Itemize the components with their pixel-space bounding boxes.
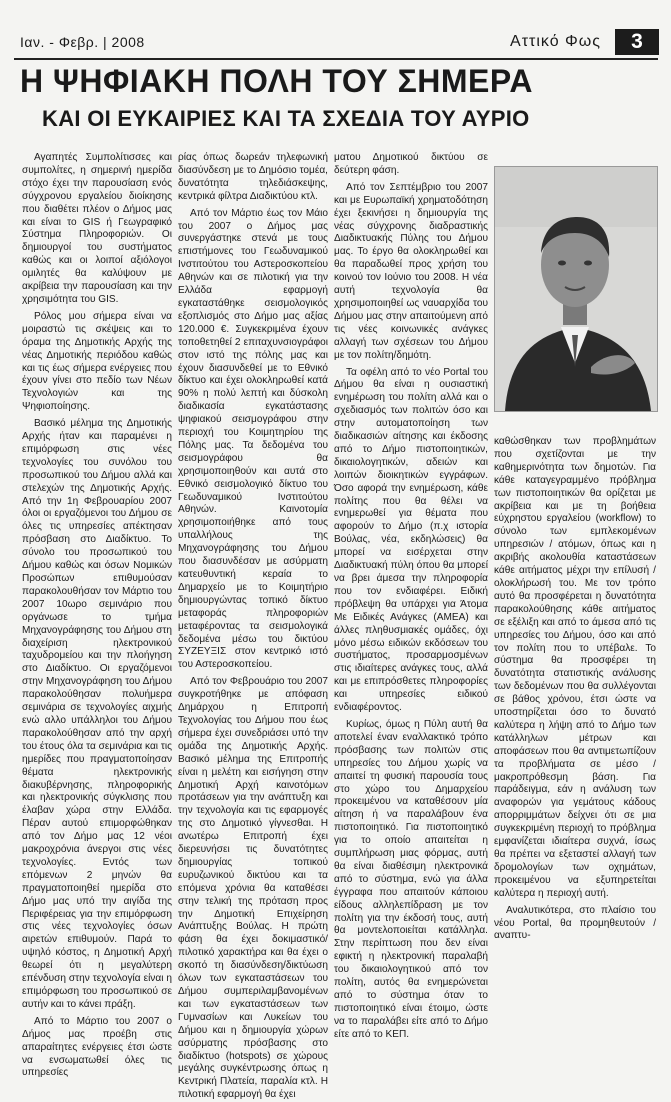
paragraph: καθώσθηκαν των προβλημάτων που σχετίζονται με την καθημερινότητα των δημοτών. Για κάθε καταγεγραμμένο πρόβλημα των πιστοποιητικών θα ορίζεται με ακρίβεια και με τη βοήθεια εύχρηστου εργαλείου (workflow) το σύνολο των εμπλεκομένων υπηρεσιών / ατόμων, όπως και η ακριβής ακολουθία καταστάσεων κάθε αιτήματος μέχρι την επίλυσή / ολοκλήρωσή του. Με τον τρόπο αυτό θα προσφέρεται η δυνατότητα παρακολούθησης κάθε αιτήματος σε εξέλιξη και από το άμεσα από τις υπηρεσίες του Δήμου, όσο και από τον πολίτη που το υπέβαλε. Το σύστημα θα προσφέρει τη δυνατότητα στατιστικής ανάλυσης των δεδομένων που θα συλλέγονται σε βάθος χρόνου, έτσι ώστε να υποστηρίζεται όσο το δυνατό καλύτερα η λήψη από το Δήμο των κατάλληλων μέτρων και αποφάσεων που θα αντιμετωπίζουν τα προβλήματα σε μέσο / μακροπρόθεσμη βάση. Για παράδειγμα, εάν η ανάλυση των αναφορών για γεμάτους κάδους απορριμμάτων δείχνει ότι σε μια συγκεκριμένη περιοχή το πρόβλημα εμφανίζεται ιδιαίτερα συχνά, ίσως θα πρέπει να εξεταστεί αλλαγή των δρομολογίων των οχημάτων, προκειμένου να εξυπηρετείται καλύτερα η περιοχή αυτή. bbox=[494, 436, 656, 899]
article-column-2 bbox=[178, 152, 328, 1101]
author-portrait-photo bbox=[494, 166, 658, 412]
portrait-illustration bbox=[495, 167, 657, 411]
article-title: Η ΨΗΦΙΑΚΗ ΠΟΛΗ ΤΟΥ ΣΗΜΕΡΑ bbox=[20, 63, 533, 99]
page-header bbox=[14, 32, 659, 56]
paragraph: Τα οφέλη από το νέο Portal του Δήμου θα είναι η ουσιαστική ενημέρωση του πολίτη αλλά και ο σχεδιασμός των πολιτών όσο και στην αυτοματοποίηση των διαδικασιών αίτησης και έκδοσης από το Δήμο πιστοποιητικών, δικαιολογητικών, αδειών και λοιπών διοικητικών εγγράφων. Όσο αφορά την ενημέρωση, κάθε πολίτης που θα θέλει να ενημερωθεί για θέματα που αφορούν το Δήμο (π.χ ιστορία Βούλας, νέα, εκδηλώσεις) θα μπορεί να εισέρχεται στην Διαδικτυακή πύλη όπου θα μπορεί να βρει άμεσα την πληροφορία που τον ενδιαφέρει. Ειδική πρόβλεψη θα υπάρχει για Άτομα Με Ειδικές Ανάγκες (ΑΜΕΑ) και άλλες πληθυσμιακές ομάδες, όχι μόνο μέσω ειδικών εκδόσεων του συστήματος, προσαρμοσμένων στις ιδιαίτερες ανάγκες τους, αλλά και με επιπρόσθετες πληροφορίες και υπηρεσίες ειδικού ενδιαφέροντος. bbox=[334, 366, 488, 714]
paragraph: Βασικό μέλημα της Δημοτικής Αρχής ήταν και παραμένει η επιμόρφωση στις νέες τεχνολογίες του συνόλου του προσωπικού του Δήμου αλλά και στελεχών της Δημοτικής Αρχής. Από την 1η Φεβρουαρίου 2007 όλοι οι εργαζόμενοι του Δήμου σε όλες τις υπηρεσίες απέκτησαν πρόσβαση στο Διαδίκτυο. Το σύνολο του προσωπικού του Δήμου καθώς και όσων Νομικών Προσώπων επιθυμούσαν παρακολουθήσαν τον Μάρτιο του 2007 10ωρο σεμινάριο που οργάνωσε το τμήμα Μηχανογράφησης του Δήμου στη διαχείριση ηλεκτρονικού ταχυδρομείου και την πλοήγηση στο Διαδίκτυο. Οι εργαζόμενοι στην Μηχανογράφηση του Δήμου παρακολούθησαν πολυήμερα σεμινάρια σε τεχνολογίες αιχμής ενώ αλλο υπάλληλοι του Δήμου παρακολούθησαν από την αρχή του έτους όλα τα σεμινάρια και τις ημερίδες που πραγματοποίησαν θέματα ηλεκτρονικής διακυβέρνησης, πληροφορικής και ηλεκτρονικής σύγκλισης που έλαβαν χώρα στην Ελλάδα. Πέραν αυτού επιμορφώθηκαν από τον Δήμο μας 12 νέοι μακροχρόνια άνεργοι στις νέες τεχνολογίες. Εντός των επόμενων 2 μηνών θα πραγματοποιηθεί ημερίδα στο Δήμο μας υπό την αιγίδα της Περιφέρειας για την επιμόρφωση στις νέες τεχνολογίες όσων αιρετών επιθυμούν. Παρά το υψηλό κόστος, η Δημοτική Αρχή θεωρεί ότι η μεγαλύτερη επένδυση στην τεχνολογία είναι η επιμόρφωση του προσωπικού σε αυτήν και το κάνει πράξη. bbox=[22, 418, 172, 1010]
issue-date: Ιαν. - Φεβρ. | 2008 bbox=[20, 34, 145, 50]
paragraph: Αναλυτικότερα, στο πλαίσιο του νέου Portal, θα προμηθευτούν / αναπτυ- bbox=[494, 904, 656, 942]
paragraph: Από τον Μάρτιο έως τον Μάιο του 2007 ο Δήμος μας συνεργάστηκε στενά με τους επιστήμονες του Γεωδυναμικού Ινστιτούτου του Αστεροσκοπείου Αθηνών και σε πιλοτική για την Ελλάδα εφαρμογή εγκαταστάθηκε σεισμολογικός εξοπλισμός στο Δήμο μας αξίας 120.000 €. Συγκεκριμένα έχουν τοποθετηθεί 2 επιταχυνσιογράφοι στον ιστό της πόλης μας και έχουν διασυνδεθεί με το Εθνικό δίκτυο και έχει ολοκληρωθεί κατά 90% η πολύ λεπτή και δύσκολη διαδικασία εγκατάστασης ψηφιακού σεισμογράφου στην περιοχή του Κοιμητηρίου της Πόλης μας. Τα δεδομένα του σεισμογράφου θα χρησιμοποιηθούν και αυτά στο Εθνικό σεισμολογικό δίκτυο του Γεωδυναμικού Ινστιτούτου Αθηνών. Καινοτομία χρησιμοποιήθηκε από τους υπαλλήλους της Μηχανογράφησης του Δήμου που διασυνδέσαν με ασύρματη κατευθυντική κεραία το Δημαρχείο με το Κοιμητήριο δημιουργώντας τοπικό δίκτυο μεταφοράς πληροφοριών μεταφέροντας τα σεισμολογικά δεδομένα μέσω του δικτύου ΣΥΖΕΥΞΙΣ στον κεντρικό ιστό του Αστεροσκοπείου. bbox=[178, 207, 328, 671]
paragraph: Από το Μάρτιο του 2007 ο Δήμος μας προέβη στις απαραίτητες ενέργειες έτσι ώστε να ενσωματωθεί όλες τις υπηρεσίες bbox=[22, 1015, 172, 1079]
article-column-1 bbox=[22, 152, 172, 1079]
paragraph: Από τον Φεβρουάριο του 2007 συγκροτήθηκε με απόφαση Δημάρχου η Επιτροπή Τεχνολογίας του Δήμου που έως σήμερα έχει συνεδριάσει υπό την ομάδα της Δημοτικής Αρχής. Βασικό μέλημα της Επιτροπής είναι η μελέτη και εισήγηση στην Δημοτική Αρχή καινοτόμων προτάσεων για την ανάπτυξη και την τεχνολογία και τις εφαρμογές της στο Δημοτικό γίγνεσθαι. Η ανωτέρω Επιτροπή έχει διερευνήσει τις δυνατότητες δημιουργίας τοπικού ευρυζωνικού δικτύου και τα επόμενα χρόνια θα καταθέσει στην τελική της πρόταση προς την Δημοτική Επιχείρηση Ανάπτυξης Βούλας. Η πρώτη φάση θα έχει δοκιμαστικό/πιλοτικό χαρακτήρα και θα έχει ο σκοπό τη διασύνδεση/δικτύωση όλων των εγκαταστάσεων του Δήμου συμπεριλαμβανομένων και των εγκαταστάσεων των Γυμνασίων και Λυκείων του Δήμου και η δημιουργία χώρων ασύρματης πρόσβασης στο διαδίκτυο (hotspots) σε χώρους μεγάλης συγκέντρωσης όπως η Κεντρική Πλατεία, παραλία κτλ. Η πιλοτική εφαρμογή θα έχει bbox=[178, 676, 328, 1101]
paragraph: ρίας όπως δωρεάν τηλεφωνική διασύνδεση με το Δημόσιο τομέα, δυνατότητα τηλεδιάσκεψης, κεντρικά φίλτρα Διαδικτύου κτλ. bbox=[178, 152, 328, 202]
paragraph: Κυρίως, όμως η Πύλη αυτή θα αποτελεί έναν εναλλακτικό τρόπο πρόσβασης των πολιτών στις υπηρεσίες του Δήμου χωρίς να απαιτεί τη φυσική παρουσία τους στο χώρο του Δημαρχείου προκειμένου να καταθέσουν μία αίτηση ή να παραλάβουν ένα πιστοποιητικό. Για πιστοποιητικό για το οποίο απαιτείται η συμπλήρωση μιας φόρμας, αυτή θα είναι διαθέσιμη ηλεκτρονικά από το σύστημα, ενώ για άλλα έγγραφα που απαιτούν κάποιου είδους αλληλεπίδραση με τον πολίτη για την έκδοσή τους, αυτή θα μοντελοποιείται κατάλληλα. Στην περίπτωση που δεν είναι εφικτή η ηλεκτρονική παραλαβή του δικαιολογητικού από τον πολίτη, αυτός θα ενημερώνεται από το σύστημα όταν το πιστοποιητικό είναι έτοιμο, ώστε να το παραλάβει είτε από το Δήμο είτε από το ΚΕΠ. bbox=[334, 718, 488, 1040]
paragraph: Ρόλος μου σήμερα είναι να μοιραστώ τις σκέψεις και το όραμα της Δημοτικής Αρχής της νέας Δημοτικής περιόδου καθώς και τις έως σήμερα ενέργειες που έχουν γίνει στο πεδίο των Νέων Τεχνολογιών και της Ψηφιοποίησης. bbox=[22, 310, 172, 413]
header-rule bbox=[14, 58, 658, 60]
publication-name: Αττικό Φως bbox=[510, 33, 601, 50]
page-number: 3 bbox=[615, 29, 659, 55]
paragraph: Αγαπητές Συμπολίτισσες και συμπολίτες, η σημερινή ημερίδα στόχο έχει την παρουσίαση ενός σύγχρονου εργαλείου διοίκησης που διαθέτει πλέον ο Δήμος μας και είναι το GIS ή Γεωγραφικό Σύστημα Πληροφοριών. Οι δημιουργοί του συστήματος καθώς και οι λοιποί αξιόλογοι ομιλητές θα καλύψουν με ακρίβεια την παρουσίαση και την χρησιμότητα του GIS. bbox=[22, 152, 172, 305]
paragraph: Από τον Σεπτέμβριο του 2007 και με Ευρωπαϊκή χρηματοδότηση έχει ξεκινήσει η δημιουργία της νέας σύγχρονης διαδραστικής Διαδικτυακής Πύλης του Δήμου μας. Το έργο θα ολοκληρωθεί και θα παραδωθεί προς χρήση του κοινού τον Ιούνιο του 2008. Η νέα αυτή τεχνολογία θα χρησιμοποιηθεί ως ναυαρχίδα του Δήμου μας στην απαιτούμενη από τις νέες κοινωνικές ανάγκες αλλαγή των σχέσεων του Δήμου με τον πολίτη/δημότη. bbox=[334, 181, 488, 361]
article-column-4 bbox=[494, 436, 656, 942]
article-column-3 bbox=[334, 152, 488, 1040]
paragraph: ματου Δημοτικού δικτύου σε δεύτερη φάση. bbox=[334, 152, 488, 176]
article-subtitle: ΚΑΙ ΟΙ ΕΥΚΑΙΡΙΕΣ ΚΑΙ ΤΑ ΣΧΕΔΙΑ ΤΟΥ ΑΥΡΙΟ bbox=[42, 106, 530, 131]
